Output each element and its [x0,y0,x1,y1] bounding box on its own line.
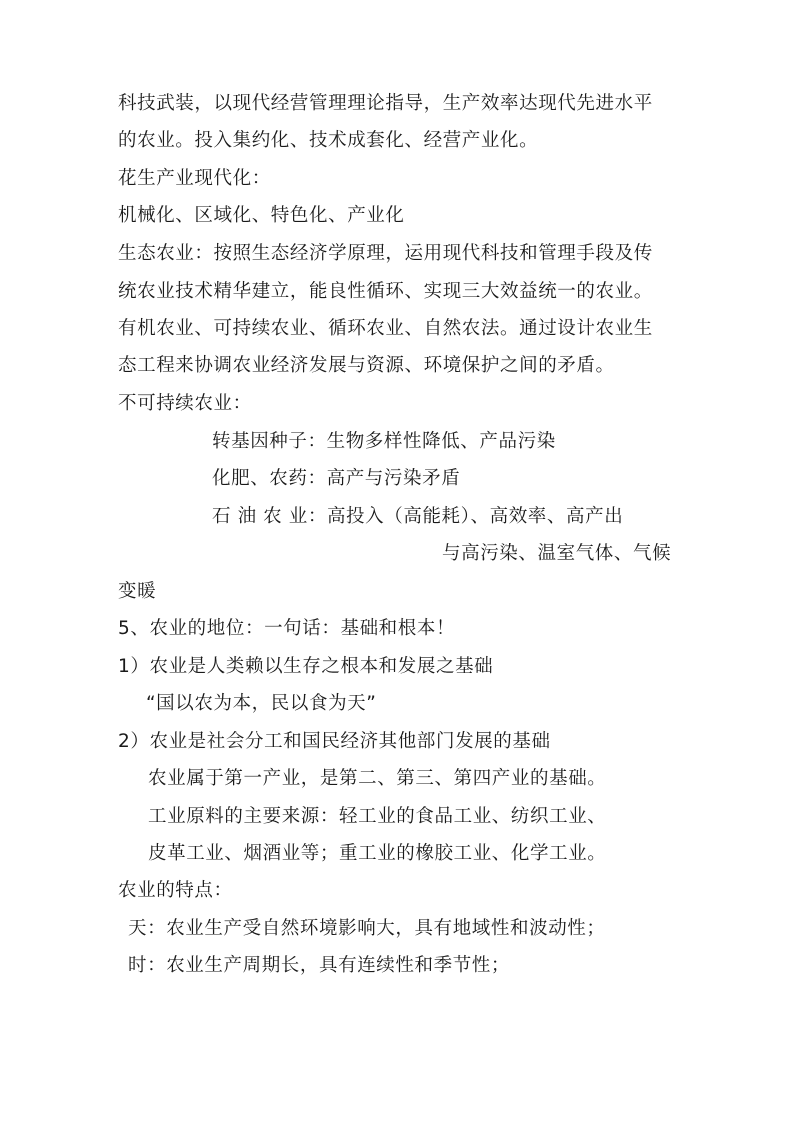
text-line-1: 科技武装，以现代经营管理理论指导，生产效率达现代先进水平 [118,93,653,114]
text-line-23: 天：农业生产受自然环境影响大，具有地域性和波动性； [128,918,606,939]
text-line-2: 的农业。投入集约化、技术成套化、经营产业化。 [118,130,539,151]
text-line-4: 机械化、区域化、特色化、产业化 [118,205,405,226]
text-line-8: 态工程来协调农业经济发展与资源、环境保护之间的矛盾。 [118,355,615,376]
text-line-9: 不可持续农业： [118,393,252,414]
text-line-14: 变暖 [118,581,157,602]
text-line-11: 化肥、农药：高产与污染矛盾 [212,468,461,489]
text-line-12: 石 油 农 业：高投入（高能耗）、高效率、高产出 [212,506,624,527]
text-line-21: 皮革工业、烟酒业等；重工业的橡胶工业、化学工业。 [148,843,607,864]
text-line-6: 统农业技术精华建立，能良性循环、实现三大效益统一的农业。 [118,281,653,302]
text-line-13: 与高污染、温室气体、气候 [442,543,672,564]
text-line-20: 工业原料的主要来源：轻工业的食品工业、纺织工业、 [148,806,607,827]
text-line-24: 时：农业生产周期长，具有连续性和季节性； [128,955,511,976]
text-line-10: 转基因种子：生物多样性降低、产品污染 [212,431,556,452]
text-line-15: 5、农业的地位：一句话：基础和根本！ [118,618,456,639]
text-line-5: 生态农业：按照生态经济学原理，运用现代科技和管理手段及传 [118,243,653,264]
text-line-19: 农业属于第一产业，是第二、第三、第四产业的基础。 [148,768,607,789]
text-line-7: 有机农业、可持续农业、循环农业、自然农法。通过设计农业生 [118,318,653,339]
text-line-18: 2）农业是社会分工和国民经济其他部门发展的基础 [118,731,551,752]
text-line-22: 农业的特点： [118,880,233,901]
text-line-3: 花生产业现代化： [118,168,271,189]
text-line-17: “国以农为本，民以食为天” [146,693,377,714]
text-line-16: 1）农业是人类赖以生存之根本和发展之基础 [118,656,494,677]
